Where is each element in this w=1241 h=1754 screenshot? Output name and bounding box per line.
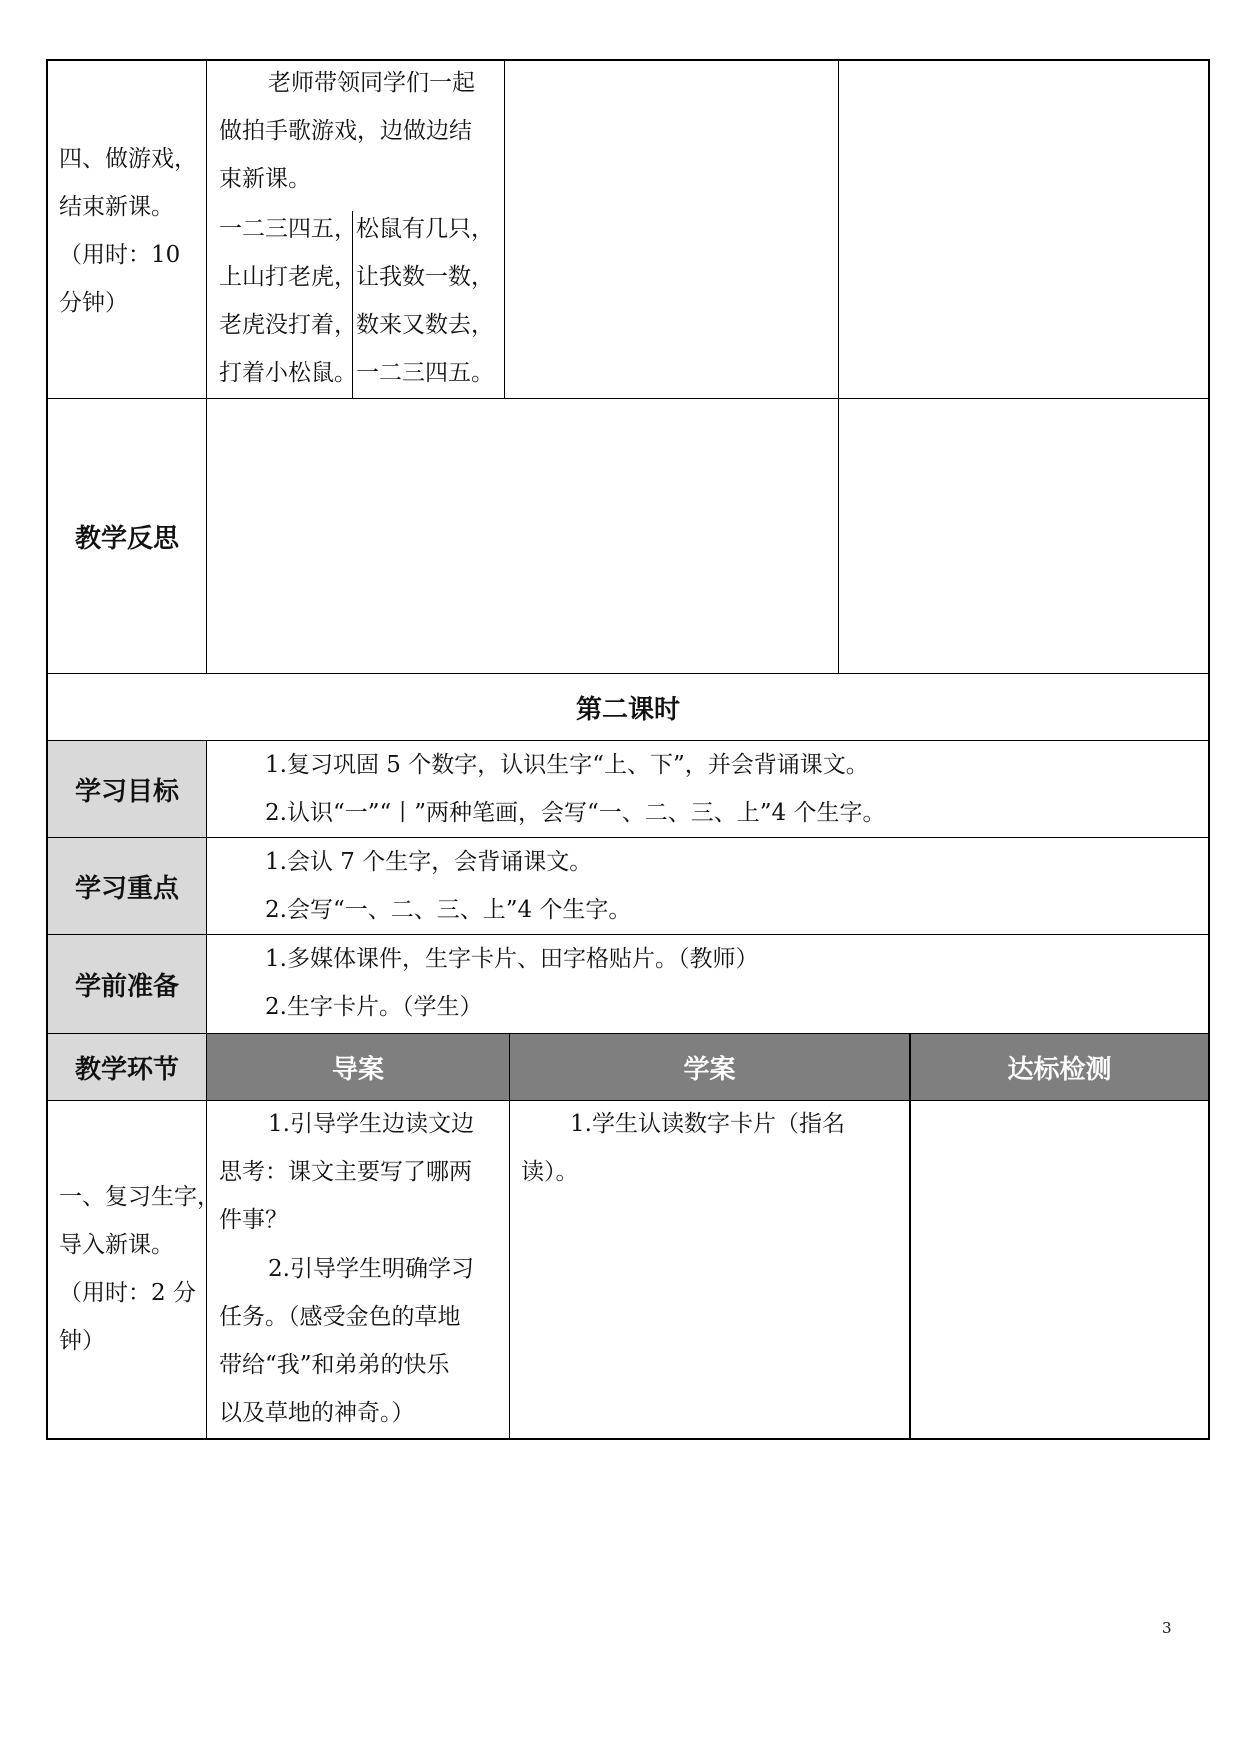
prep-item: 2.生字卡片。（学生） — [265, 994, 483, 1020]
row-divider — [46, 1033, 1210, 1034]
row-divider — [46, 398, 1210, 399]
rhyme-right-line: 一二三四五。 — [356, 360, 494, 386]
review-guide-line: 件事？ — [219, 1207, 288, 1233]
header-check: 达标检测 — [910, 1034, 1209, 1101]
table-border-right — [1208, 59, 1210, 1440]
focus-label: 学习重点 — [47, 838, 207, 935]
table-border-left — [46, 59, 48, 1440]
review-guide-line: 1.引导学生边读文边 — [268, 1111, 474, 1137]
review-guide-line: 任务。（感受金色的草地 — [219, 1304, 461, 1330]
review-label-line: 导入新课。 — [59, 1232, 174, 1258]
table-border-bottom — [46, 1438, 1210, 1440]
header-learn: 学案 — [509, 1034, 910, 1101]
game-label-line: 四、做游戏， — [59, 146, 197, 172]
goals-item: 1.复习巩固 5 个数字，认识生字“上、下”，并会背诵课文。 — [265, 752, 869, 778]
rhyme-left-line: 一二三四五， — [219, 216, 357, 242]
review-guide-line: 2.引导学生明确学习 — [268, 1256, 474, 1282]
review-label-line: 钟） — [59, 1328, 105, 1354]
prep-item: 1.多媒体课件，生字卡片、田字格贴片。（教师） — [265, 946, 759, 972]
review-guide-line: 带给“我”和弟弟的快乐 — [219, 1352, 450, 1378]
review-guide-line: 以及草地的神奇。） — [219, 1400, 415, 1426]
focus-item: 1.会认 7 个生字，会背诵课文。 — [265, 849, 593, 875]
review-guide-line: 思考：课文主要写了哪两 — [219, 1159, 472, 1185]
col-divider — [504, 59, 505, 399]
row-divider — [46, 673, 1210, 674]
game-label-line: 结束新课。 — [59, 194, 174, 220]
prep-label: 学前准备 — [47, 935, 207, 1034]
rhyme-left-line: 打着小松鼠。 — [219, 360, 357, 386]
review-label-line: 一、复习生字， — [59, 1184, 220, 1210]
col-divider — [509, 1034, 510, 1439]
col-divider — [206, 59, 207, 673]
rhyme-right-line: 让我数一数， — [356, 264, 494, 290]
col-divider — [909, 1034, 911, 1439]
col-divider — [838, 59, 839, 673]
reflection-label: 教学反思 — [74, 523, 179, 554]
review-label-line: （用时：2 分 — [59, 1280, 196, 1306]
review-learn-line: 读）。 — [521, 1159, 579, 1185]
rhyme-left-line: 上山打老虎， — [219, 264, 357, 290]
game-intro-line: 做拍手歌游戏，边做边结 — [219, 118, 472, 144]
game-intro-line: 老师带领同学们一起 — [268, 70, 475, 96]
game-intro-line: 束新课。 — [219, 166, 311, 192]
page-number: 3 — [1162, 1619, 1172, 1637]
lesson2-title: 第二课时 — [575, 694, 680, 725]
focus-item: 2.会写“一、二、三、上”4 个生字。 — [265, 897, 632, 923]
goals-item: 2.认识“一”“丨”两种笔画，会写“一、二、三、上”4 个生字。 — [265, 800, 886, 826]
rhyme-right-line: 松鼠有几只， — [356, 216, 494, 242]
rhyme-left-line: 老虎没打着， — [219, 312, 357, 338]
game-label-line: 分钟） — [59, 290, 128, 316]
goals-label: 学习目标 — [47, 741, 207, 838]
game-label-line: （用时：10 — [59, 242, 181, 268]
col-divider — [206, 741, 207, 1439]
header-guide: 导案 — [207, 1034, 509, 1101]
rhyme-right-line: 数来又数去， — [356, 312, 494, 338]
table-border-top — [46, 59, 1210, 61]
header-stage: 教学环节 — [47, 1034, 207, 1101]
review-learn-line: 1.学生认读数字卡片（指名 — [570, 1111, 845, 1137]
